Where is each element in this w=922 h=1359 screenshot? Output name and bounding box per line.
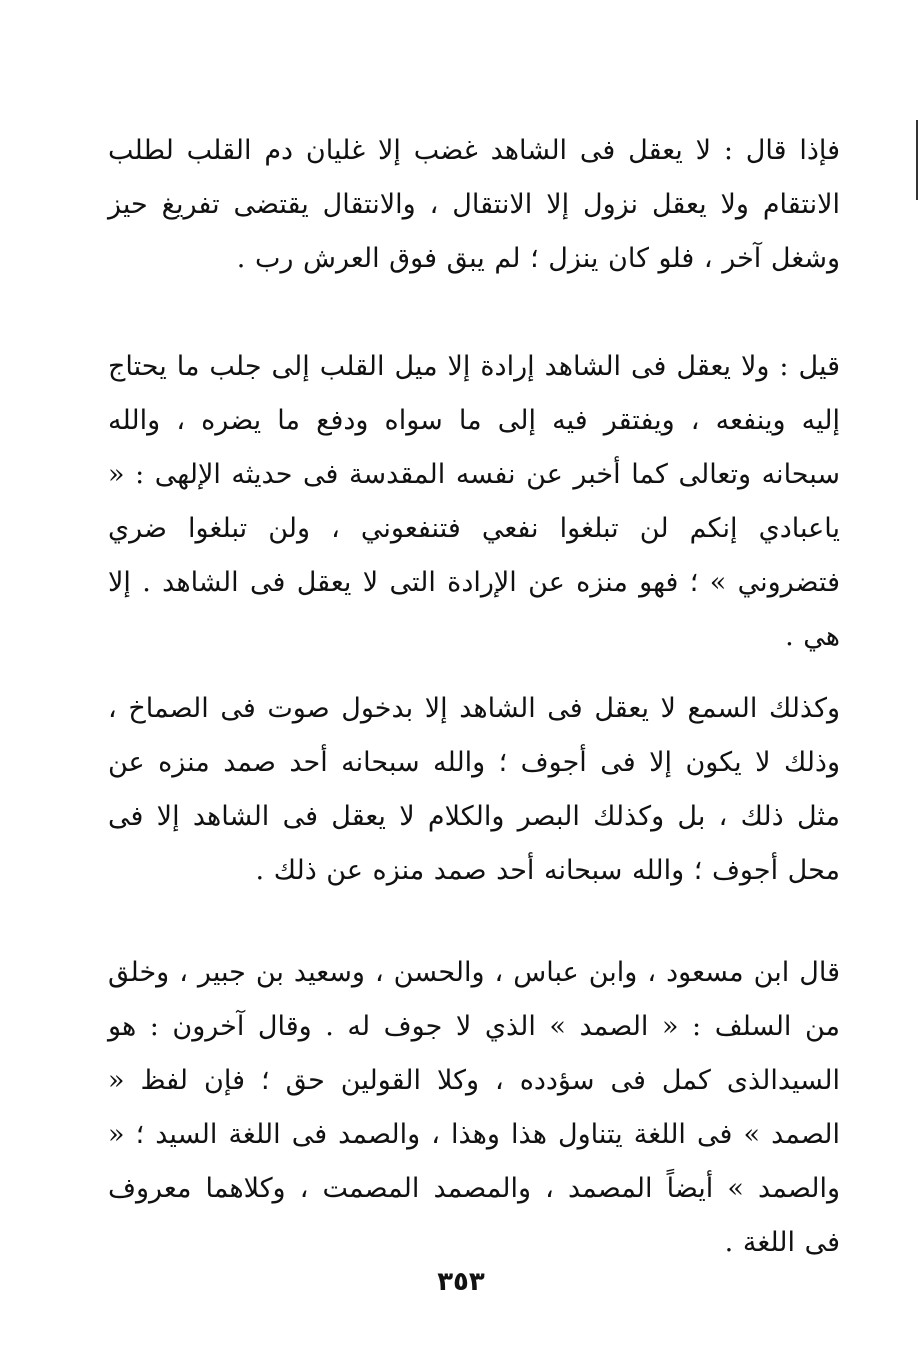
paragraph-text: فإذا قال : لا يعقل فى الشاهد غضب إلا غليان دم القلب لطلب الانتقام ولا يعقل نزول إلا الانتقال ، والانتقال يقتضى تفريغ حيز وشغل آخر ، فلو كان ينزل ؛ لم يبق فوق العرش رب .	[108, 135, 840, 274]
paragraph-text: وكذلك السمع لا يعقل فى الشاهد إلا بدخول صوت فى الصماخ ، وذلك لا يكون إلا فى أجوف ؛ والله سبحانه أحد صمد منزه عن مثل ذلك ، بل وكذلك البصر والكلام لا يعقل فى الشاهد إلا فى محل أجوف ؛ والله سبحانه أحد صمد منزه عن ذلك .	[108, 693, 840, 886]
paragraph-1	[108, 124, 840, 286]
paragraph-text: قيل : ولا يعقل فى الشاهد إرادة إلا ميل القلب إلى جلب ما يحتاج إليه وينفعه ، ويفتقر فيه إلى ما سواه ودفع ما يضره ، والله سبحانه وتعالى كما أخبر عن نفسه المقدسة فى حديثه الإلهى : « ياعبادي إنكم لن تبلغوا نفعي فتنفعوني ، ولن تبلغوا ضري فتضروني » ؛ فهو منزه عن الإرادة التى لا يعقل فى الشاهد . إلا هي .	[108, 351, 841, 652]
paragraph-2	[108, 340, 840, 664]
page-edge-mark	[916, 120, 918, 200]
page-number: ٣٥٣	[437, 1267, 485, 1297]
paragraph-text: قال ابن مسعود ، وابن عباس ، والحسن ، وسعيد بن جبير ، وخلق من السلف : « الصمد » الذي لا جوف له . وقال آخرون : هو السيدالذى كمل فى سؤدده ، وكلا القولين حق ؛ فإن لفظ « الصمد » فى اللغة يتناول هذا وهذا ، والصمد فى اللغة السيد ؛ « والصمد » أيضاً المصمد ، والمصمد المصمت ، وكلاهما معروف فى اللغة .	[108, 957, 840, 1258]
paragraph-4	[108, 946, 840, 1270]
paragraph-3	[108, 682, 840, 898]
